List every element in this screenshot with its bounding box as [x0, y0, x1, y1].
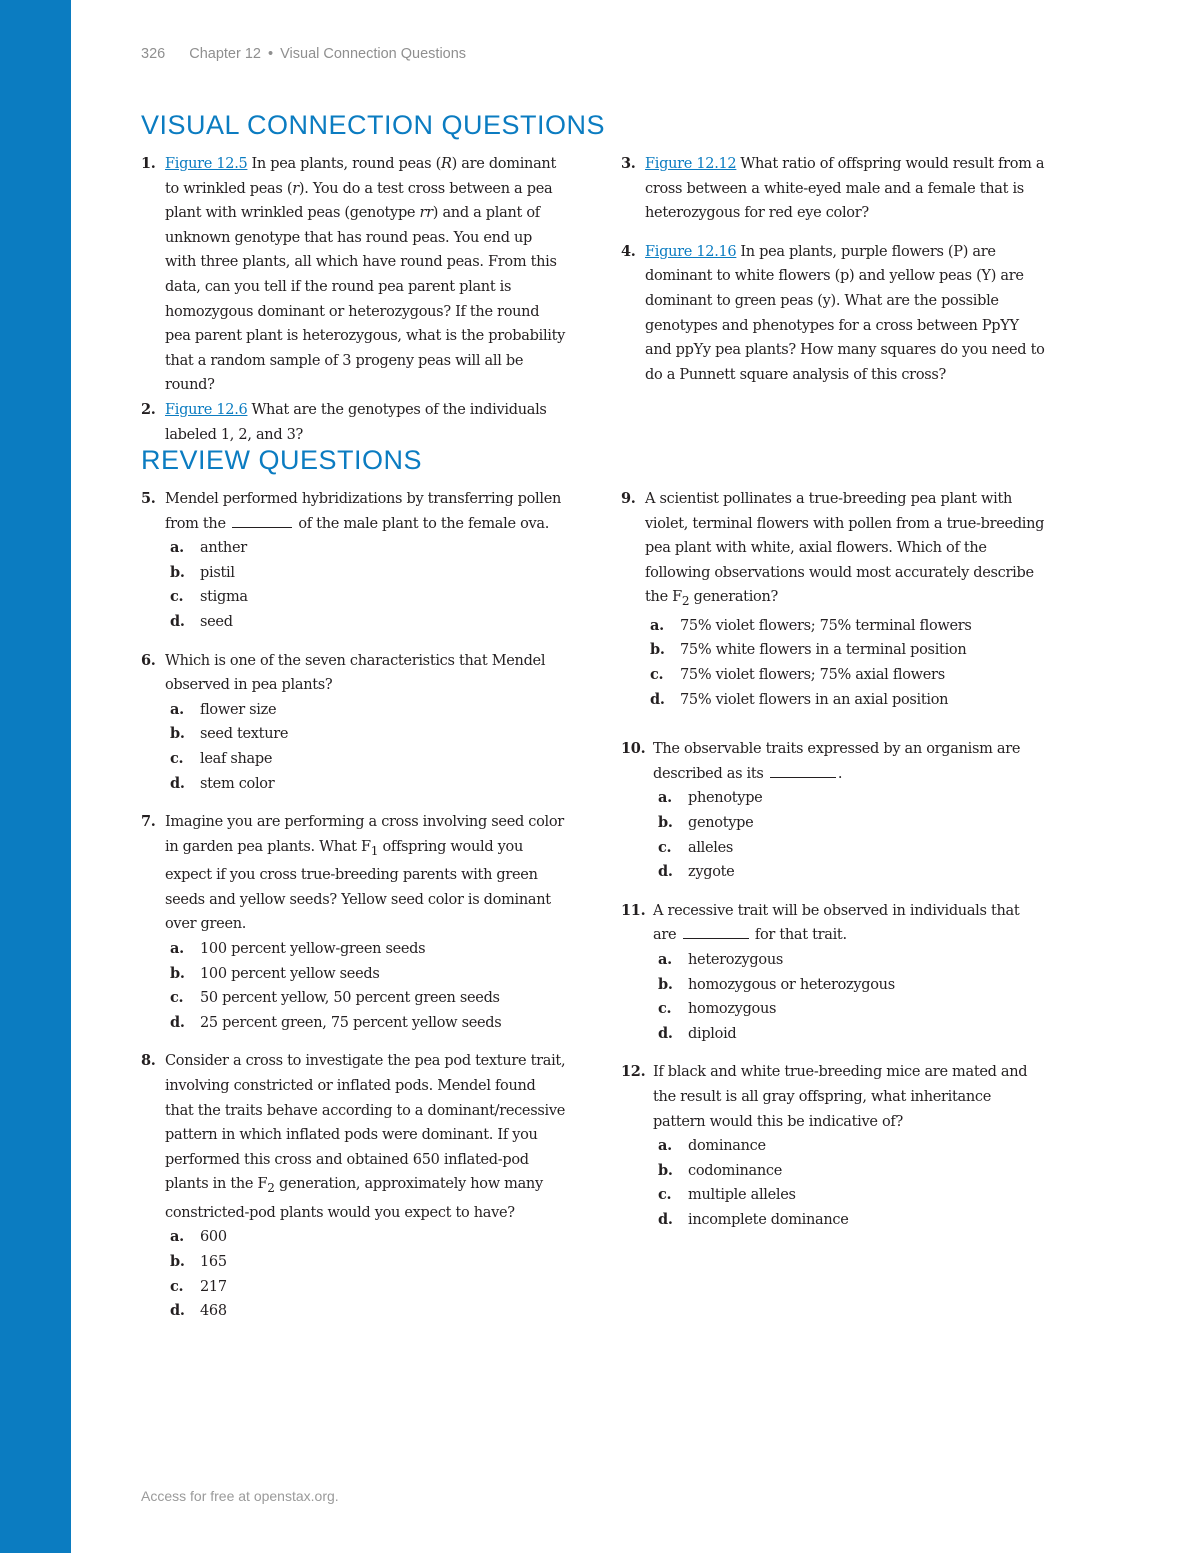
question-number: 9.	[621, 490, 636, 507]
option-letter: a.	[650, 616, 664, 634]
option-text: seed texture	[200, 726, 289, 743]
option-d	[165, 610, 566, 635]
option-text: homozygous	[688, 1001, 777, 1018]
question-number: 2.	[141, 400, 156, 418]
subscript: 1	[370, 843, 379, 858]
page-number: 326	[141, 46, 166, 62]
option-letter: a.	[658, 950, 672, 968]
question-number: 12.	[621, 1063, 646, 1081]
question-12	[621, 1060, 1046, 1232]
option-text: seed	[200, 613, 233, 630]
option-b	[645, 638, 1046, 663]
option-letter: d.	[658, 1024, 673, 1042]
answer-options	[165, 536, 566, 634]
question-text: In pea plants, round peas (	[251, 156, 441, 172]
option-a	[653, 786, 1046, 811]
option-a	[165, 1225, 566, 1250]
option-letter: a.	[658, 789, 672, 807]
option-c	[653, 836, 1046, 861]
option-d	[653, 1022, 1046, 1047]
answer-blank	[232, 513, 292, 528]
question-11	[621, 899, 1046, 1047]
answer-options	[653, 1134, 1046, 1232]
answer-options	[653, 948, 1046, 1046]
answer-options	[653, 786, 1046, 884]
option-a	[653, 948, 1046, 973]
option-text: zygote	[688, 864, 735, 881]
option-letter: c.	[170, 1277, 184, 1295]
option-text: heterozygous	[688, 951, 784, 968]
question-number: 3.	[621, 155, 636, 172]
question-10	[621, 737, 1046, 885]
answer-options	[165, 698, 566, 796]
option-letter: c.	[658, 838, 672, 856]
question-text: generation, approximately how many constricted-pod plants would you expect to have?	[165, 1176, 543, 1221]
option-text: 75% violet flowers; 75% axial flowers	[680, 667, 945, 684]
option-text: dominance	[688, 1138, 766, 1155]
option-letter: a.	[170, 539, 184, 557]
page-footer: Access for free at openstax.org.	[141, 1488, 339, 1504]
option-text: alleles	[688, 839, 734, 856]
question-text: Which is one of the seven characteristics that Mendel observed in pea plants?	[165, 652, 546, 694]
option-c	[653, 1183, 1046, 1208]
option-text: leaf shape	[200, 750, 273, 767]
option-letter: d.	[658, 863, 673, 881]
option-text: 75% violet flowers in an axial position	[680, 691, 949, 708]
option-letter: c.	[658, 1186, 672, 1204]
option-letter: c.	[658, 1000, 672, 1018]
answer-options	[645, 614, 1046, 712]
question-9	[621, 487, 1046, 712]
option-letter: b.	[170, 1253, 185, 1270]
option-b	[165, 962, 566, 987]
figure-link[interactable]: Figure 12.12	[645, 156, 737, 172]
option-d	[653, 1208, 1046, 1233]
option-text: 75% violet flowers; 75% terminal flowers	[680, 617, 972, 634]
option-letter: b.	[170, 725, 185, 743]
question-text: .	[837, 765, 843, 782]
question-text: What ratio of offspring would result from a cross between a white-eyed male and a female that is heterozygous for red eye color?	[645, 156, 1045, 222]
option-letter: d.	[170, 612, 185, 630]
question-text: for that trait.	[754, 927, 847, 944]
option-text: 75% white flowers in a terminal position	[680, 642, 967, 659]
option-letter: c.	[170, 749, 184, 767]
option-text: 100 percent yellow-green seeds	[200, 940, 426, 957]
option-letter: a.	[170, 1228, 184, 1246]
answer-blank	[683, 924, 749, 939]
visual-right-column	[621, 152, 1046, 387]
option-text: 50 percent yellow, 50 percent green seeds	[200, 990, 500, 1007]
option-text: 100 percent yellow seeds	[200, 965, 380, 982]
option-letter: c.	[170, 989, 184, 1007]
option-b	[165, 561, 566, 586]
question-text: Consider a cross to investigate the pea pod texture trait, involving constricted or inflated pods. Mendel found that the traits behave according to a dominant/recessive pattern in which inflated pods were dominant. If you performed this cross and obtained 650 inflated-pod plants in the F	[165, 1053, 566, 1193]
option-a	[653, 1134, 1046, 1159]
answer-options	[165, 1225, 566, 1323]
option-b	[653, 811, 1046, 836]
chapter-label: Chapter 12	[189, 46, 261, 62]
option-text: genotype	[688, 815, 754, 832]
option-text: codominance	[688, 1162, 782, 1179]
question-6	[141, 649, 566, 797]
question-1	[141, 152, 566, 398]
option-letter: b.	[170, 964, 185, 982]
option-letter: d.	[170, 774, 185, 792]
option-b	[653, 973, 1046, 998]
option-letter: a.	[658, 1137, 672, 1155]
question-5	[141, 487, 566, 635]
option-c	[165, 747, 566, 772]
question-number: 10.	[621, 740, 646, 758]
option-a	[165, 937, 566, 962]
option-d	[645, 688, 1046, 713]
review-left-column	[141, 487, 566, 1324]
option-text: 468	[200, 1303, 227, 1320]
option-text: anther	[200, 540, 247, 557]
side-color-bar	[0, 0, 71, 1553]
option-letter: d.	[658, 1210, 673, 1228]
section-label: Visual Connection Questions	[280, 46, 467, 62]
option-text: incomplete dominance	[688, 1211, 849, 1228]
question-number: 6.	[141, 651, 156, 669]
option-c	[645, 663, 1046, 688]
question-7	[141, 810, 566, 1035]
figure-link[interactable]: Figure 12.16	[645, 243, 737, 260]
option-a	[645, 614, 1046, 639]
option-text: 25 percent green, 75 percent yellow seeds	[200, 1014, 502, 1031]
option-letter: c.	[170, 588, 184, 606]
italic-symbol: R	[440, 156, 452, 172]
question-number: 11.	[621, 901, 646, 919]
option-d	[165, 772, 566, 797]
option-letter: b.	[170, 563, 185, 581]
question-number: 5.	[141, 490, 156, 507]
question-8	[141, 1049, 566, 1323]
running-header	[141, 46, 466, 62]
italic-symbol: r	[292, 180, 299, 197]
option-text: 600	[200, 1229, 227, 1246]
question-number: 7.	[141, 813, 156, 831]
question-text: ) and a plant of unknown genotype that has round peas. You end up with three plants, all which have round peas. From this data, can you tell if the round pea parent plant is homozygous dominant or heterozygous? If the round pea parent plant is heterozygous, what is the probability that a random sample of 3 progeny peas will all be round?	[165, 205, 566, 394]
option-letter: a.	[170, 939, 184, 957]
header-separator: •	[268, 46, 274, 62]
question-3	[621, 152, 1046, 226]
option-letter: d.	[170, 1302, 185, 1320]
question-2	[141, 398, 566, 447]
subscript: 2	[681, 594, 690, 609]
answer-options	[165, 937, 566, 1035]
question-text: ) are dominant to wrinkled peas (	[165, 156, 556, 197]
question-text: of the male plant to the female ova.	[298, 515, 550, 532]
review-right-column	[621, 487, 1046, 1233]
question-text: Mendel performed hybridizations by transferring pollen from the	[165, 491, 562, 532]
question-number: 4.	[621, 242, 636, 260]
option-text: flower size	[200, 701, 277, 718]
option-letter: a.	[170, 700, 184, 718]
subscript: 2	[267, 1181, 275, 1196]
figure-link[interactable]: Figure 12.5	[165, 156, 248, 172]
option-a	[165, 698, 566, 723]
option-c	[165, 585, 566, 610]
visual-connection-title: VISUAL CONNECTION QUESTIONS	[141, 110, 606, 140]
question-text: generation?	[689, 589, 778, 606]
italic-symbol: rr	[419, 205, 433, 222]
figure-link[interactable]: Figure 12.6	[165, 401, 248, 418]
option-letter: b.	[650, 641, 665, 659]
option-b	[165, 722, 566, 747]
option-text: 165	[200, 1254, 227, 1270]
option-text: stigma	[200, 589, 248, 606]
question-number: 8.	[141, 1052, 156, 1070]
question-4	[621, 240, 1046, 388]
option-text: phenotype	[688, 790, 763, 807]
option-letter: b.	[658, 975, 673, 993]
option-d	[653, 860, 1046, 885]
option-c	[165, 1275, 566, 1300]
question-text: A scientist pollinates a true-breeding pea plant with violet, terminal flowers with pollen from a true-breeding pea plant with white, axial flowers. Which of the following observations would most accurately describe the F	[645, 491, 1045, 606]
question-text: A recessive trait will be observed in individuals that are	[653, 902, 1020, 944]
review-questions-title: REVIEW QUESTIONS	[141, 445, 423, 475]
option-a	[165, 536, 566, 561]
option-d	[165, 1011, 566, 1036]
option-text: 217	[200, 1278, 227, 1295]
question-text: The observable traits expressed by an organism are described as its	[653, 741, 1021, 782]
option-b	[653, 1159, 1046, 1184]
option-c	[653, 997, 1046, 1022]
option-letter: d.	[170, 1013, 185, 1031]
question-text: Imagine you are performing a cross involving seed color in garden pea plants. What F	[165, 814, 564, 855]
option-letter: c.	[650, 666, 664, 684]
option-text: diploid	[688, 1025, 737, 1042]
option-b	[165, 1250, 566, 1275]
option-letter: b.	[658, 814, 673, 832]
option-text: stem color	[200, 775, 275, 792]
question-text: In pea plants, purple flowers (P) are dominant to white flowers (p) and yellow peas (Y) are dominant to green peas (y). What are the possible genotypes and phenotypes for a cross between PpYY and ppYy pea plants? How many squares do you need to do a Punnett square analysis of this cross?	[645, 243, 1045, 383]
question-text: If black and white true-breeding mice are mated and the result is all gray offspring, what inheritance pattern would this be indicative of?	[653, 1064, 1028, 1130]
visual-left-column	[141, 152, 566, 447]
option-letter: b.	[658, 1161, 673, 1179]
option-text: homozygous or heterozygous	[688, 976, 895, 993]
question-text: offspring would you expect if you cross true-breeding parents with green seeds and yellow seeds? Yellow seed color is dominant over green.	[165, 838, 551, 933]
question-text: ). You do a test cross between a pea plant with wrinkled peas (genotype	[165, 180, 553, 222]
option-c	[165, 986, 566, 1011]
option-text: multiple alleles	[688, 1187, 796, 1204]
question-number: 1.	[141, 155, 156, 172]
answer-blank	[770, 763, 836, 778]
option-text: pistil	[200, 564, 235, 581]
option-d	[165, 1299, 566, 1324]
option-letter: d.	[650, 690, 665, 708]
question-text: What are the genotypes of the individuals labeled 1, 2, and 3?	[165, 401, 547, 443]
